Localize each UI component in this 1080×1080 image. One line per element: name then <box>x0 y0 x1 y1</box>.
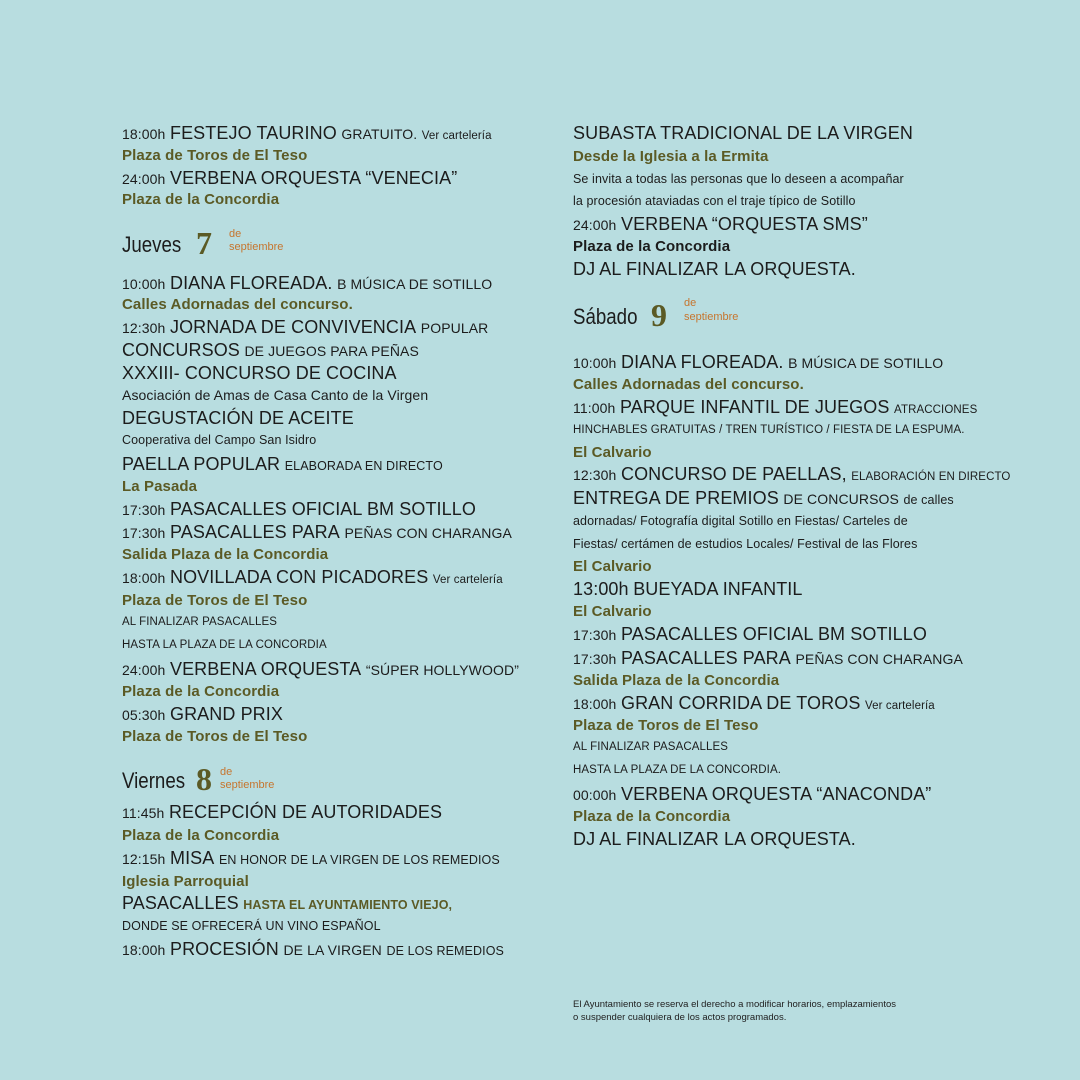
event-place: Plaza de la Concordia <box>122 191 280 208</box>
day-header-thursday <box>122 222 322 262</box>
event-place: Desde la Iglesia a la Ermita <box>573 148 769 165</box>
event-place: El Calvario <box>573 603 652 620</box>
event-place: El Calvario <box>573 444 652 461</box>
day-name: Viernes <box>122 768 186 793</box>
disclaimer-line: El Ayuntamiento se reserva el derecho a modificar horarios, emplazamientos <box>573 999 896 1010</box>
event-text: Cooperativa del Campo San Isidro <box>122 433 317 447</box>
event-place: Plaza de Toros de El Teso <box>122 728 308 745</box>
event-place: Calles Adornadas del concurso. <box>122 296 353 313</box>
event-pasacalles-oficial: 17:30h PASACALLES OFICIAL BM SOTILLO <box>122 499 476 519</box>
event-text: HASTA LA PLAZA DE LA CONCORDIA. <box>573 764 782 776</box>
event-dj-sabado: DJ AL FINALIZAR LA ORQUESTA. <box>573 829 856 849</box>
event-verbena-venecia: 24:00h VERBENA ORQUESTA “VENECIA” <box>122 168 458 188</box>
day-month: septiembre <box>229 241 284 253</box>
event-parque-infantil: 11:00h PARQUE INFANTIL DE JUEGOS ATRACCIONES <box>573 397 978 417</box>
day-number: 7 <box>196 225 212 261</box>
event-place: Salida Plaza de la Concordia <box>573 672 780 689</box>
event-text: AL FINALIZAR PASACALLES <box>573 741 729 753</box>
event-place: Plaza de Toros de El Teso <box>122 592 308 609</box>
event-place: Plaza de la Concordia <box>573 808 731 825</box>
event-grand-prix: 05:30h GRAND PRIX <box>122 704 283 724</box>
day-month: septiembre <box>220 779 275 791</box>
day-header-friday <box>122 758 322 798</box>
event-text: HINCHABLES GRATUITAS / TREN TURÍSTICO / FIESTA DE LA ESPUMA. <box>573 424 965 436</box>
event-place: Plaza de la Concordia <box>122 827 280 844</box>
event-procesion: 18:00h PROCESIÓN DE LA VIRGEN DE LOS REMEDIOS <box>122 939 504 959</box>
event-text: DONDE SE OFRECERÁ UN VINO ESPAÑOL <box>122 919 381 933</box>
event-entrega-premios: ENTREGA DE PREMIOS DE CONCURSOS de calles <box>573 488 954 508</box>
event-festejo-taurino: 18:00h FESTEJO TAURINO GRATUITO. Ver cartelería <box>122 123 492 143</box>
disclaimer-line: o suspender cualquiera de los actos programados. <box>573 1011 787 1023</box>
event-dj: DJ AL FINALIZAR LA ORQUESTA. <box>573 259 856 279</box>
event-text: HASTA LA PLAZA DE LA CONCORDIA <box>122 639 327 651</box>
day-number: 9 <box>651 297 667 333</box>
day-de: de <box>229 228 242 240</box>
event-gran-corrida: 18:00h GRAN CORRIDA DE TOROS Ver cartelería <box>573 693 935 713</box>
event-misa: 12:15h MISA EN HONOR DE LA VIRGEN DE LOS REMEDIOS <box>122 848 500 868</box>
day-de: de <box>220 766 233 778</box>
event-text: Fiestas/ certámen de estudios Locales/ Festival de las Flores <box>573 537 918 551</box>
event-place: La Pasada <box>122 478 198 495</box>
event-text: AL FINALIZAR PASACALLES <box>122 616 278 628</box>
day-header-saturday <box>573 294 773 334</box>
event-pasacalles-viernes: PASACALLES HASTA EL AYUNTAMIENTO VIEJO, <box>122 893 453 913</box>
day-name: Jueves <box>122 232 182 257</box>
day-de: de <box>684 297 697 309</box>
event-concurso-cocina: XXXIII- CONCURSO DE COCINA <box>122 363 397 383</box>
event-text: la procesión ataviadas con el traje típico de Sotillo <box>573 194 856 208</box>
event-concurso-paellas: 12:30h CONCURSO DE PAELLAS, ELABORACIÓN EN DIRECTO <box>573 464 1011 484</box>
event-bueyada: 13:00h BUEYADA INFANTIL <box>573 579 803 599</box>
event-paella-popular: PAELLA POPULAR ELABORADA EN DIRECTO <box>122 454 443 474</box>
event-pasacalles-penas-sabado: 17:30h PASACALLES PARA PEÑAS CON CHARANGA <box>573 648 963 668</box>
day-number: 8 <box>196 761 212 797</box>
event-diana-floreada: 10:00h DIANA FLOREADA. B MÚSICA DE SOTILLO <box>122 273 493 293</box>
event-place: El Calvario <box>573 558 652 575</box>
event-text: Se invita a todas las personas que lo deseen a acompañar <box>573 172 904 186</box>
event-place: Plaza de la Concordia <box>573 238 731 255</box>
event-subasta: SUBASTA TRADICIONAL DE LA VIRGEN <box>573 123 913 143</box>
event-place: Salida Plaza de la Concordia <box>122 546 329 563</box>
event-diana-floreada-sabado: 10:00h DIANA FLOREADA. B MÚSICA DE SOTILLO <box>573 352 944 372</box>
event-verbena-anaconda: 00:00h VERBENA ORQUESTA “ANACONDA” <box>573 784 932 804</box>
event-place: Plaza de Toros de El Teso <box>122 147 308 164</box>
event-pasacalles-oficial-sabado: 17:30h PASACALLES OFICIAL BM SOTILLO <box>573 624 927 644</box>
event-place: Plaza de la Concordia <box>122 683 280 700</box>
event-verbena-hollywood: 24:00h VERBENA ORQUESTA “SÚPER HOLLYWOOD” <box>122 659 519 679</box>
day-month: septiembre <box>684 311 739 323</box>
event-text: Asociación de Amas de Casa Canto de la Virgen <box>122 387 429 403</box>
day-name: Sábado <box>573 304 638 329</box>
event-pasacalles-penas: 17:30h PASACALLES PARA PEÑAS CON CHARANGA <box>122 522 512 542</box>
event-verbena-sms: 24:00h VERBENA “ORQUESTA SMS” <box>573 214 868 234</box>
event-text: adornadas/ Fotografía digital Sotillo en Fiestas/ Carteles de <box>573 514 908 528</box>
event-recepcion: 11:45h RECEPCIÓN DE AUTORIDADES <box>122 802 443 822</box>
event-place: Iglesia Parroquial <box>122 873 249 890</box>
event-place: Plaza de Toros de El Teso <box>573 717 759 734</box>
event-place: Calles Adornadas del concurso. <box>573 376 804 393</box>
event-jornada-convivencia: 12:30h JORNADA DE CONVIVENCIA POPULAR <box>122 317 489 337</box>
event-novillada: 18:00h NOVILLADA CON PICADORES Ver cartelería <box>122 567 503 587</box>
event-degustacion: DEGUSTACIÓN DE ACEITE <box>122 408 354 428</box>
disclaimer <box>573 999 993 1024</box>
event-concursos: CONCURSOS DE JUEGOS PARA PEÑAS <box>122 340 419 360</box>
